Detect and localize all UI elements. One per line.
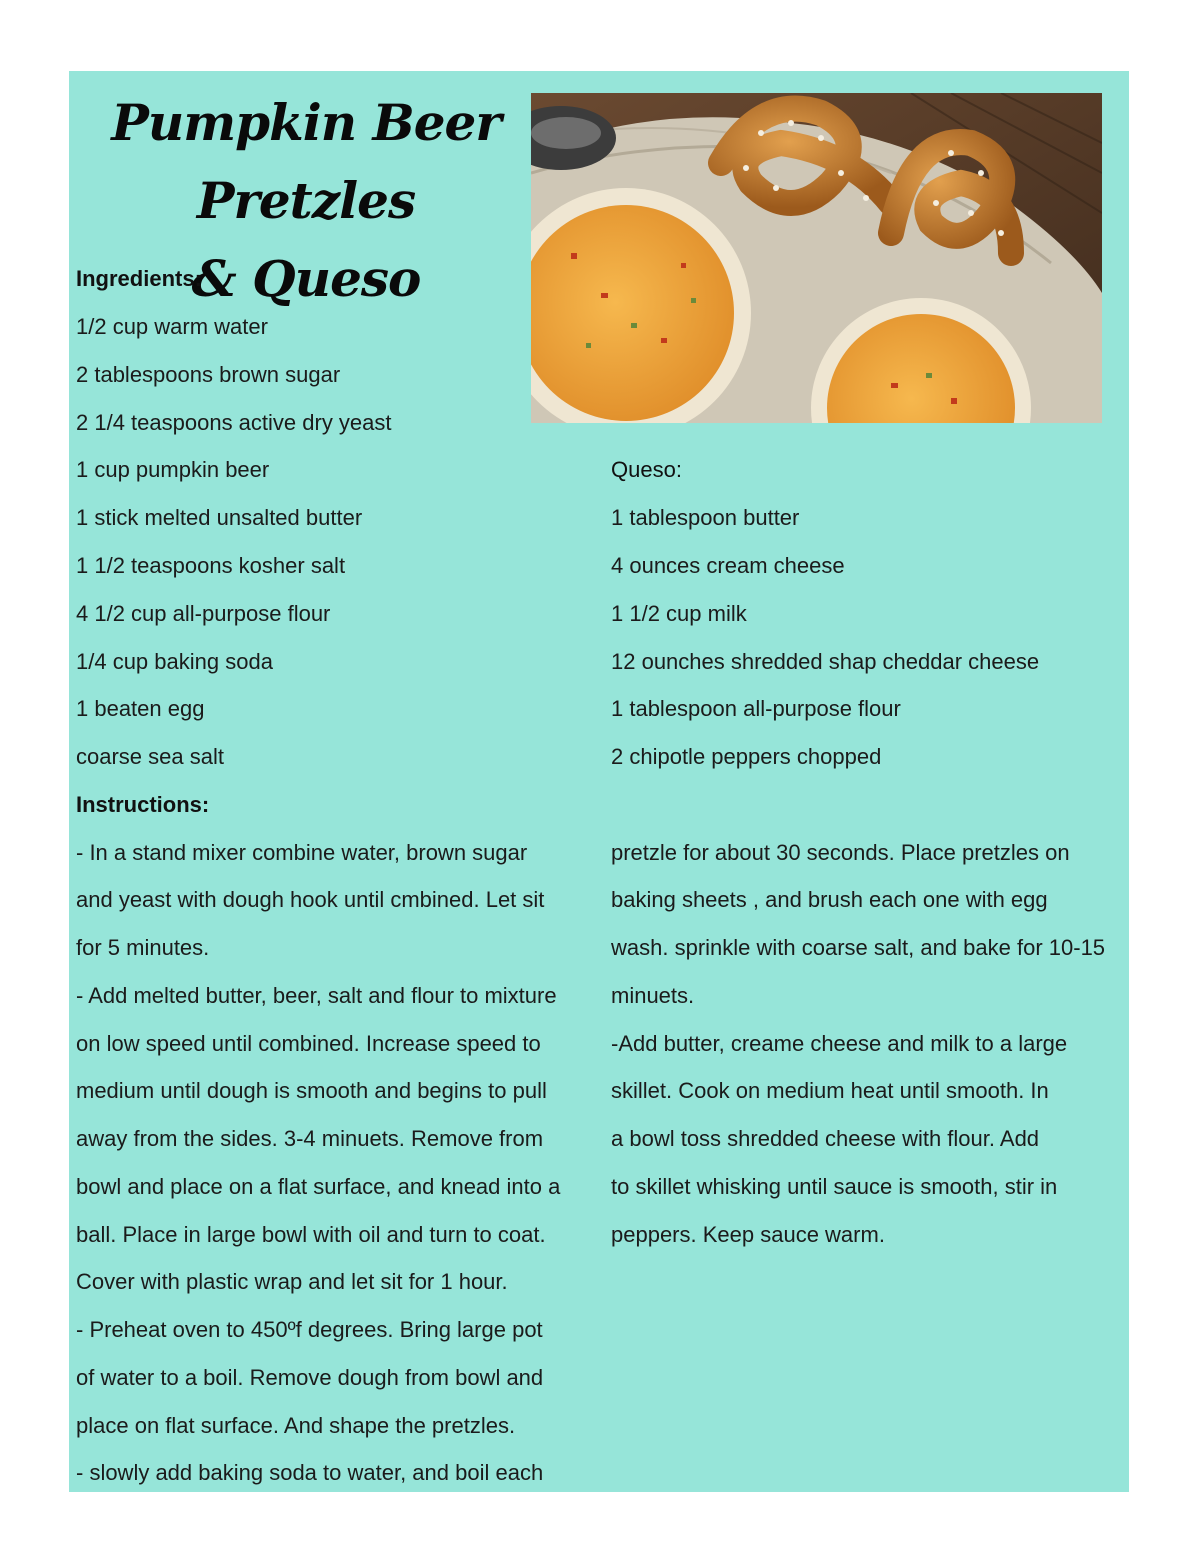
instruction-line: medium until dough is smooth and begins to pull [76, 1078, 547, 1103]
instruction-line: pretzle for about 30 seconds. Place pretzles on [611, 840, 1070, 865]
instruction-line: for 5 minutes. [76, 935, 210, 960]
instruction-line: of water to a boil. Remove dough from bowl and [76, 1365, 544, 1390]
instruction-line: - Preheat oven to 450ºf degrees. Bring large pot [76, 1317, 543, 1342]
ingredient-item: 2 tablespoons brown sugar [76, 362, 341, 387]
instruction-line: -Add butter, creame cheese and milk to a large [611, 1031, 1068, 1056]
queso-heading: Queso: [611, 457, 682, 482]
ingredient-item: 1 stick melted unsalted butter [76, 505, 363, 530]
recipe-title-line-2: & Queso [191, 249, 421, 308]
instruction-line: place on flat surface. And shape the pretzles. [76, 1413, 516, 1438]
instruction-line: a bowl toss shredded cheese with flour. Add [611, 1126, 1040, 1151]
instruction-line: peppers. Keep sauce warm. [611, 1222, 885, 1247]
queso-item: 2 chipotle peppers chopped [611, 744, 882, 769]
ingredient-item: 1/4 cup baking soda [76, 649, 273, 674]
ingredients-heading: Ingredients: [76, 266, 202, 291]
ingredient-item: 1 cup pumpkin beer [76, 457, 270, 482]
instruction-line: - Add melted butter, beer, salt and flour to mixture [76, 983, 557, 1008]
instruction-line: ball. Place in large bowl with oil and turn to coat. [76, 1222, 546, 1247]
queso-item: 1 1/2 cup milk [611, 601, 747, 626]
instruction-line: skillet. Cook on medium heat until smooth. In [611, 1078, 1049, 1103]
ingredient-item: 1 1/2 teaspoons kosher salt [76, 553, 346, 578]
instruction-line: - slowly add baking soda to water, and boil each [76, 1460, 544, 1485]
instruction-line: baking sheets , and brush each one with egg [611, 887, 1048, 912]
instruction-line: minuets. [611, 983, 695, 1008]
instruction-line: bowl and place on a flat surface, and knead into a [76, 1174, 561, 1199]
ingredient-item: 1 beaten egg [76, 696, 205, 721]
instruction-line: - In a stand mixer combine water, brown sugar [76, 840, 528, 865]
instruction-line: wash. sprinkle with coarse salt, and bake for 10-15 [611, 935, 1106, 960]
recipe-title-line-1: Pumpkin Beer Pretzles [111, 93, 501, 230]
instruction-line: on low speed until combined. Increase speed to [76, 1031, 541, 1056]
ingredient-item: 1/2 cup warm water [76, 314, 268, 339]
queso-item: 1 tablespoon butter [611, 505, 800, 530]
instructions-heading: Instructions: [76, 792, 210, 817]
queso-item: 1 tablespoon all-purpose flour [611, 696, 901, 721]
ingredient-item: 2 1/4 teaspoons active dry yeast [76, 410, 392, 435]
instruction-line: to skillet whisking until sauce is smooth, stir in [611, 1174, 1058, 1199]
instruction-line: and yeast with dough hook until cmbined. Let sit [76, 887, 545, 912]
pretzels-and-queso-photo [531, 93, 1102, 423]
ingredient-item: 4 1/2 cup all-purpose flour [76, 601, 331, 626]
instruction-line: Cover with plastic wrap and let sit for 1 hour. [76, 1269, 508, 1294]
queso-item: 12 ounches shredded shap cheddar cheese [611, 649, 1040, 674]
instruction-line: away from the sides. 3-4 minuets. Remove from [76, 1126, 544, 1151]
ingredient-item: coarse sea salt [76, 744, 224, 769]
queso-item: 4 ounces cream cheese [611, 553, 845, 578]
